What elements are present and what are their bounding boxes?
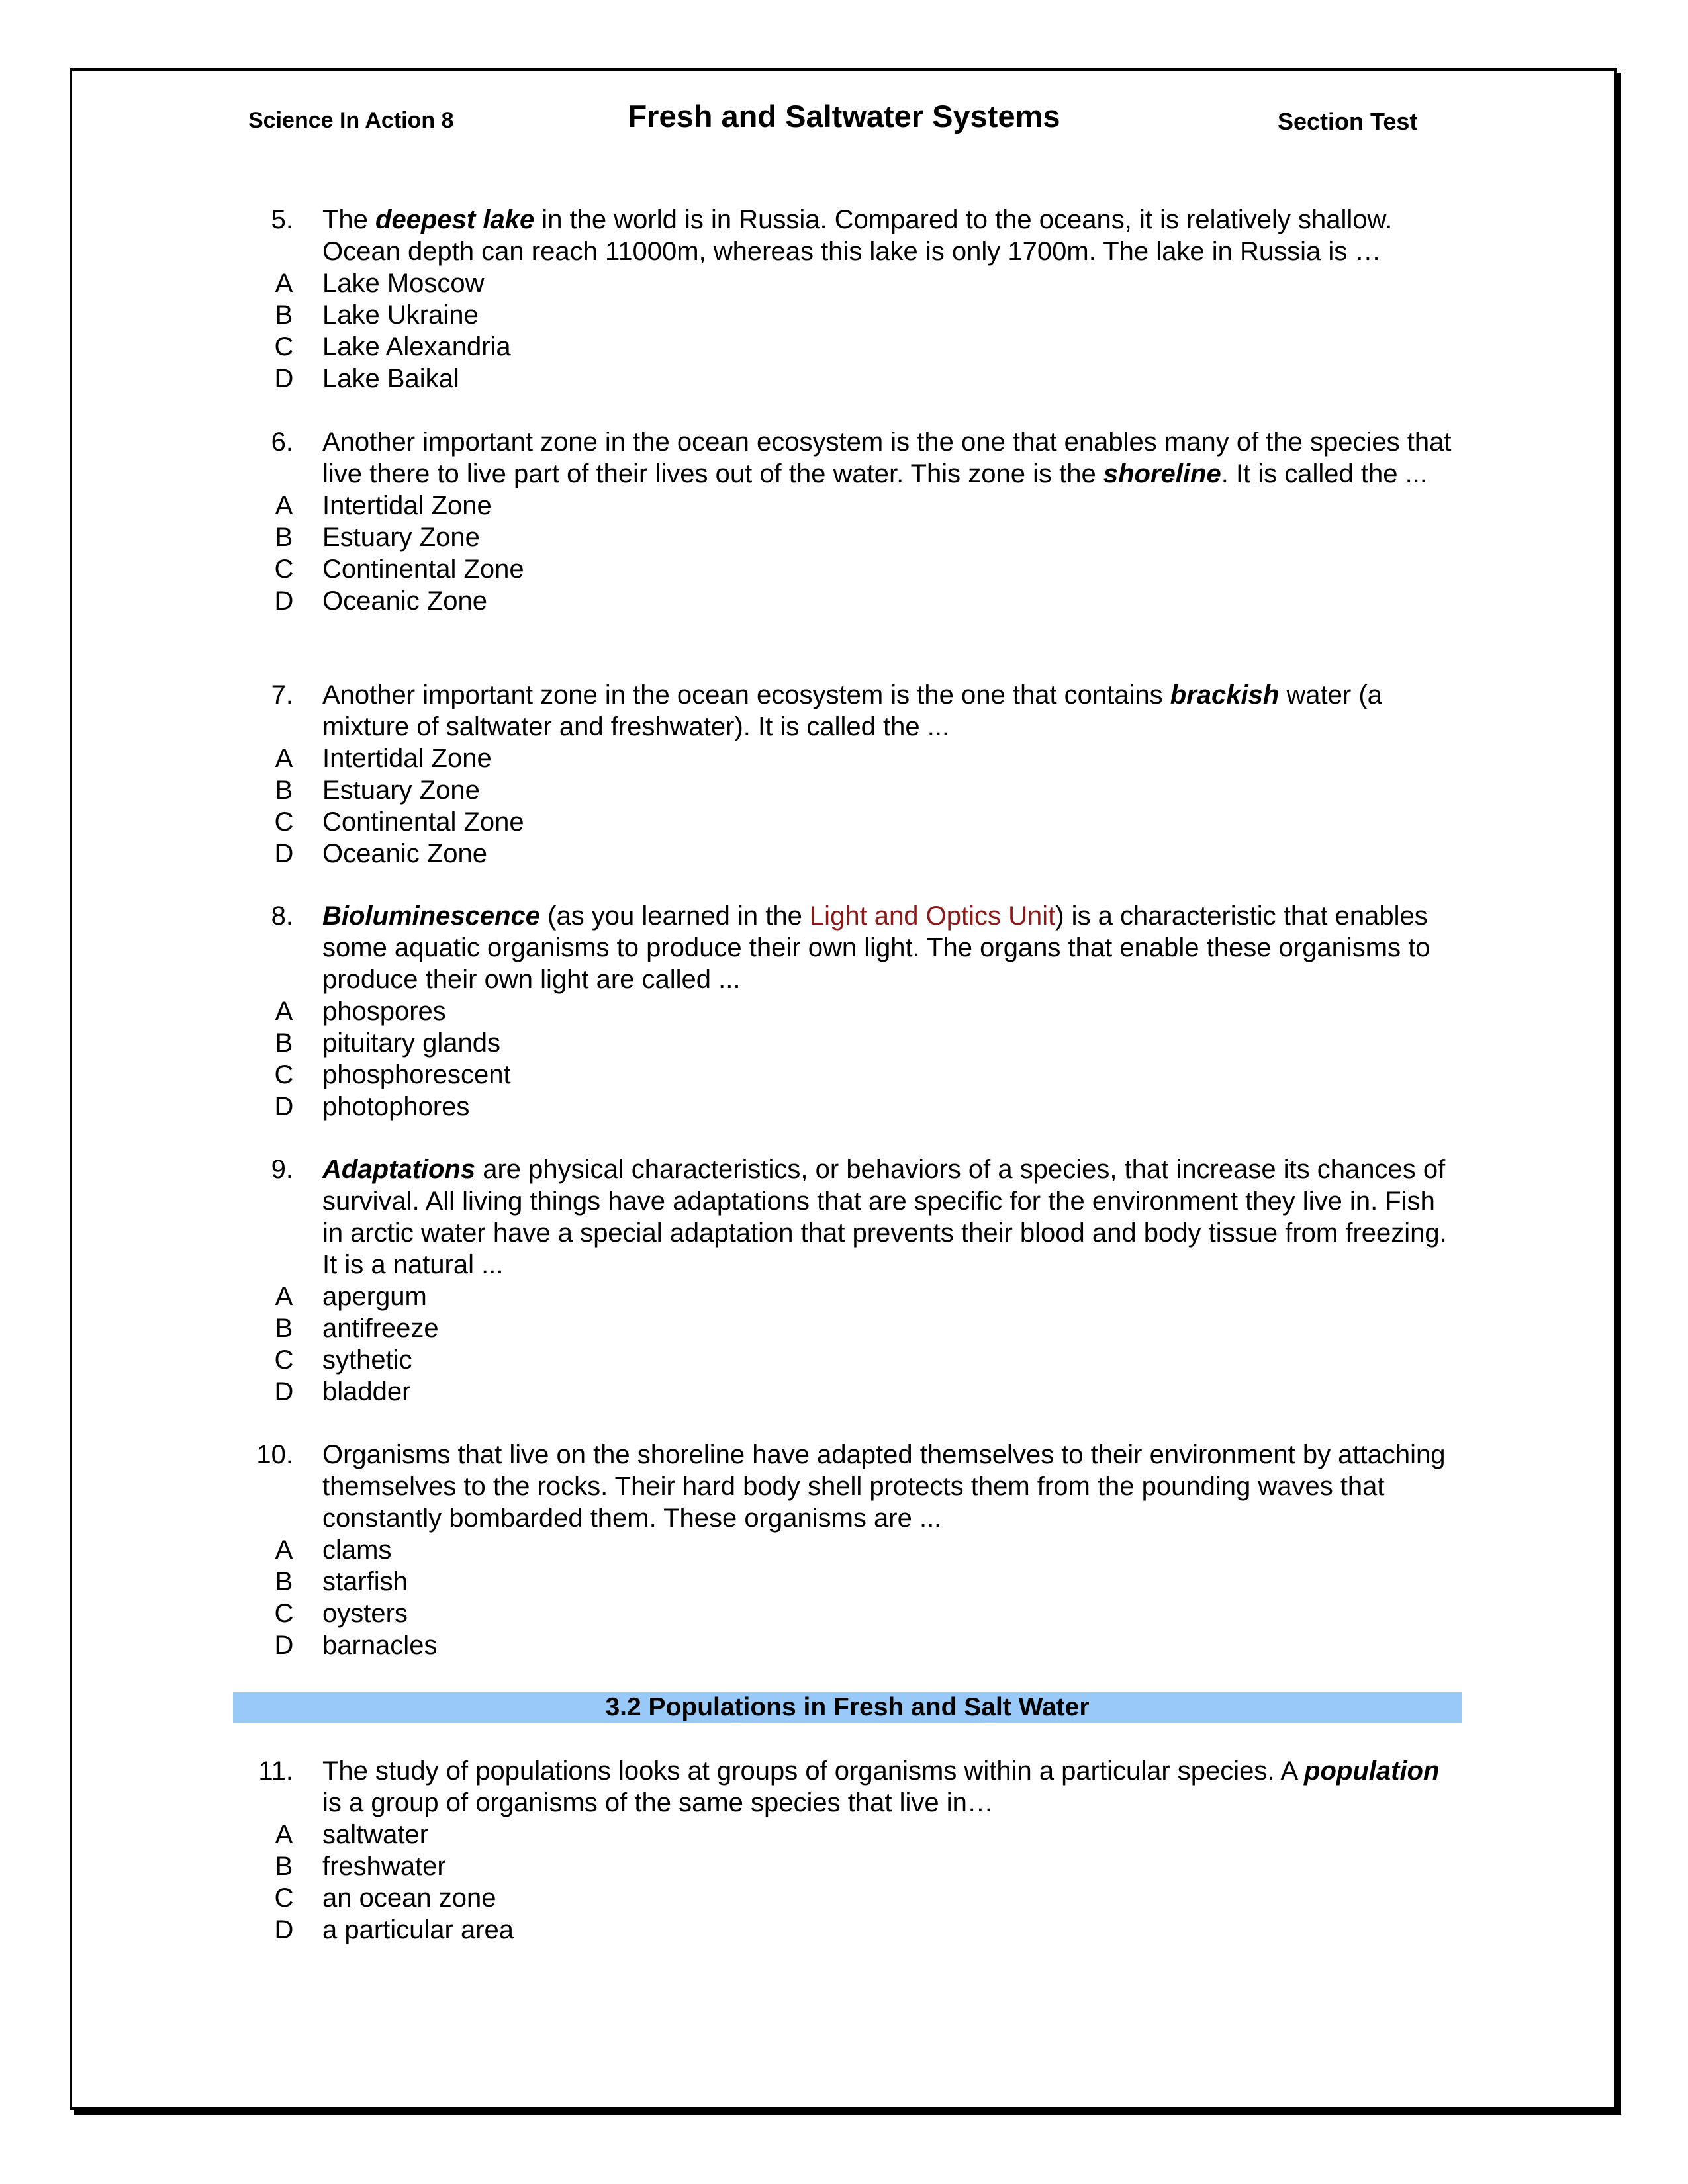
key-term: shoreline bbox=[1103, 459, 1221, 488]
answer-option bbox=[0, 1882, 1688, 1914]
option-text: Oceanic Zone bbox=[322, 586, 488, 615]
question-5 bbox=[0, 204, 1688, 394]
question-text-segment: Another important zone in the ocean ecosystem is the one that contains bbox=[322, 680, 1170, 709]
question-text bbox=[322, 1154, 1461, 1281]
section-heading: 3.2 Populations in Fresh and Salt Water bbox=[233, 1692, 1462, 1723]
option-letter: B bbox=[275, 776, 293, 805]
question-number: 11. bbox=[258, 1756, 293, 1786]
question-text-segment: Another important zone in the ocean ecosystem is the one that enables many of the species that live there to live part of their lives out of the water. This zone is the bbox=[322, 428, 1452, 488]
answer-option bbox=[0, 1312, 1688, 1344]
question-text-segment: The bbox=[322, 205, 376, 234]
question-stem bbox=[0, 1439, 1688, 1534]
option-letter: B bbox=[275, 1314, 293, 1343]
question-text-segment: in the world is in Russia. Compared to the oceans, it is relatively shallow. Ocean depth can reach 11000m, whereas this lake is only 1700m. The lake in Russia is … bbox=[322, 205, 1393, 266]
question-stem bbox=[0, 204, 1688, 267]
question-stem bbox=[0, 426, 1688, 490]
answer-option bbox=[0, 1376, 1688, 1408]
option-letter: D bbox=[274, 1377, 294, 1406]
option-letter: B bbox=[275, 1567, 293, 1596]
question-stem bbox=[0, 1154, 1688, 1281]
answer-option bbox=[0, 995, 1688, 1027]
option-text: Continental Zone bbox=[322, 807, 524, 837]
option-text: Estuary Zone bbox=[322, 523, 480, 552]
question-stem bbox=[0, 1755, 1688, 1819]
option-text: bladder bbox=[322, 1377, 411, 1406]
question-text bbox=[322, 204, 1461, 267]
answer-option bbox=[0, 299, 1688, 331]
answer-option bbox=[0, 553, 1688, 585]
question-8 bbox=[0, 900, 1688, 1122]
option-text: Lake Ukraine bbox=[322, 300, 479, 330]
question-number: 7. bbox=[271, 680, 293, 709]
question-text-segment: water (a mixture of saltwater and freshwater). It is called the ... bbox=[322, 680, 1382, 741]
option-text: apergum bbox=[322, 1282, 427, 1311]
option-letter: C bbox=[274, 555, 294, 584]
question-number: 5. bbox=[271, 205, 293, 234]
option-letter: C bbox=[274, 1345, 294, 1375]
answer-option bbox=[0, 1629, 1688, 1661]
answer-option bbox=[0, 743, 1688, 774]
option-letter: D bbox=[274, 1092, 294, 1121]
answer-option bbox=[0, 774, 1688, 806]
question-text bbox=[322, 1439, 1461, 1534]
option-text: starfish bbox=[322, 1567, 408, 1596]
option-letter: D bbox=[274, 1631, 294, 1660]
option-text: a particular area bbox=[322, 1915, 514, 1944]
option-letter: C bbox=[274, 807, 294, 837]
option-letter: C bbox=[274, 1060, 294, 1089]
question-text-segment: Organisms that live on the shoreline have adapted themselves to their environment by attaching themselves to the rocks. Their hard body shell protects them from the pounding waves that constantly bombarded them. These organisms are ... bbox=[322, 1440, 1446, 1533]
option-letter: A bbox=[275, 744, 293, 773]
key-term: Adaptations bbox=[322, 1155, 476, 1184]
option-letter: D bbox=[274, 839, 294, 868]
option-text: Intertidal Zone bbox=[322, 491, 492, 520]
option-letter: C bbox=[274, 1599, 294, 1628]
question-text bbox=[322, 426, 1461, 490]
answer-option bbox=[0, 806, 1688, 838]
question-text-segment: ) is a characteristic that enables some aquatic organisms to produce their own light. The organs that enable these organisms to produce their own light are called ... bbox=[322, 901, 1430, 994]
page-title: Fresh and Saltwater Systems bbox=[628, 99, 1060, 134]
option-text: Intertidal Zone bbox=[322, 744, 492, 773]
answer-option bbox=[0, 1819, 1688, 1850]
unit-reference: Light and Optics Unit bbox=[809, 901, 1056, 931]
option-letter: A bbox=[275, 269, 293, 298]
option-text: Estuary Zone bbox=[322, 776, 480, 805]
option-text: phospores bbox=[322, 997, 446, 1026]
question-11 bbox=[0, 1755, 1688, 1946]
option-letter: C bbox=[274, 1884, 294, 1913]
option-text: Lake Moscow bbox=[322, 269, 485, 298]
question-number: 6. bbox=[271, 428, 293, 457]
answer-option bbox=[0, 363, 1688, 394]
option-text: pituitary glands bbox=[322, 1028, 501, 1058]
question-text-segment: are physical characteristics, or behaviors of a species, that increase its chances of survival. All living things have adaptations that are specific for the environment they live in. Fish in arctic water have a special adaptation that prevents their blood and body tissue from freezing. It is a natural ... bbox=[322, 1155, 1447, 1279]
answer-option bbox=[0, 1598, 1688, 1629]
answer-option bbox=[0, 1059, 1688, 1091]
question-text bbox=[322, 679, 1461, 743]
question-number: 9. bbox=[271, 1155, 293, 1184]
answer-option bbox=[0, 522, 1688, 553]
option-text: Lake Alexandria bbox=[322, 332, 511, 361]
option-letter: B bbox=[275, 523, 293, 552]
question-text-segment: The study of populations looks at groups of organisms within a particular species. A bbox=[322, 1756, 1305, 1786]
course-label: Science In Action 8 bbox=[248, 108, 454, 133]
option-letter: A bbox=[275, 1535, 293, 1565]
question-stem bbox=[0, 679, 1688, 743]
option-letter: A bbox=[275, 997, 293, 1026]
question-text-segment: is a group of organisms of the same species that live in… bbox=[322, 1788, 994, 1817]
option-text: Lake Baikal bbox=[322, 364, 459, 393]
answer-option bbox=[0, 331, 1688, 363]
option-text: barnacles bbox=[322, 1631, 438, 1660]
option-letter: A bbox=[275, 1820, 293, 1849]
answer-option bbox=[0, 1914, 1688, 1946]
option-text: oysters bbox=[322, 1599, 408, 1628]
option-letter: A bbox=[275, 491, 293, 520]
option-text: freshwater bbox=[322, 1852, 446, 1881]
option-text: sythetic bbox=[322, 1345, 412, 1375]
key-term: Bioluminescence bbox=[322, 901, 541, 931]
option-letter: B bbox=[275, 1852, 293, 1881]
option-letter: C bbox=[274, 332, 294, 361]
answer-option bbox=[0, 1091, 1688, 1122]
answer-option bbox=[0, 838, 1688, 870]
answer-option bbox=[0, 1850, 1688, 1882]
answer-option bbox=[0, 490, 1688, 522]
key-term: brackish bbox=[1170, 680, 1280, 709]
option-letter: B bbox=[275, 1028, 293, 1058]
answer-option bbox=[0, 1566, 1688, 1598]
option-text: an ocean zone bbox=[322, 1884, 496, 1913]
question-stem bbox=[0, 900, 1688, 995]
answer-option bbox=[0, 267, 1688, 299]
option-letter: A bbox=[275, 1282, 293, 1311]
option-text: clams bbox=[322, 1535, 392, 1565]
option-text: photophores bbox=[322, 1092, 470, 1121]
option-letter: D bbox=[274, 364, 294, 393]
question-text bbox=[322, 900, 1461, 995]
question-number: 8. bbox=[271, 901, 293, 931]
answer-option bbox=[0, 1344, 1688, 1376]
question-7 bbox=[0, 679, 1688, 870]
option-letter: D bbox=[274, 586, 294, 615]
question-text-segment: . It is called the ... bbox=[1221, 459, 1427, 488]
question-10 bbox=[0, 1439, 1688, 1661]
option-text: antifreeze bbox=[322, 1314, 439, 1343]
answer-option bbox=[0, 1534, 1688, 1566]
question-text bbox=[322, 1755, 1461, 1819]
answer-option bbox=[0, 1281, 1688, 1312]
question-number: 10. bbox=[256, 1440, 293, 1469]
test-type-label: Section Test bbox=[1278, 108, 1418, 135]
question-9 bbox=[0, 1154, 1688, 1408]
option-letter: D bbox=[274, 1915, 294, 1944]
option-letter: B bbox=[275, 300, 293, 330]
option-text: saltwater bbox=[322, 1820, 429, 1849]
answer-option bbox=[0, 585, 1688, 617]
question-text-segment: (as you learned in the bbox=[540, 901, 810, 931]
question-6 bbox=[0, 426, 1688, 617]
answer-option bbox=[0, 1027, 1688, 1059]
option-text: Continental Zone bbox=[322, 555, 524, 584]
option-text: Oceanic Zone bbox=[322, 839, 488, 868]
option-text: phosphorescent bbox=[322, 1060, 511, 1089]
key-term: population bbox=[1304, 1756, 1440, 1786]
key-term: deepest lake bbox=[375, 205, 535, 234]
